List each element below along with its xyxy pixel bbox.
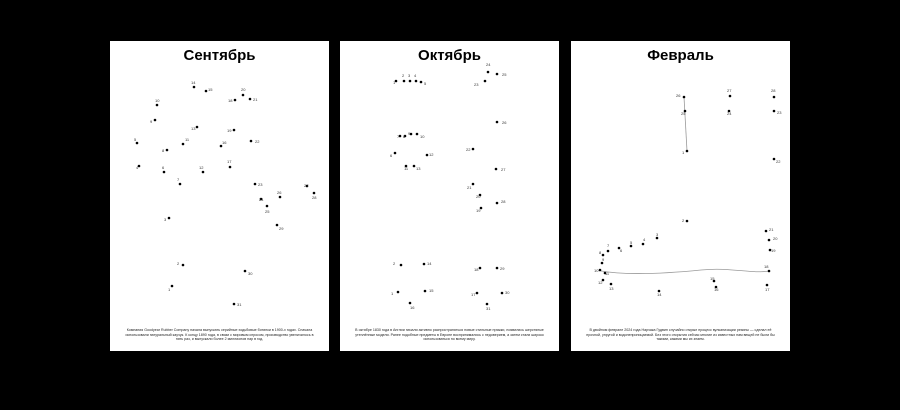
dot-number-label: 14 xyxy=(191,80,196,85)
dot-number-label: 26 xyxy=(676,93,681,98)
puzzle-dot xyxy=(193,86,196,89)
dot-number-label: 6 xyxy=(620,248,623,253)
dot-number-label: 29 xyxy=(279,226,284,231)
dot-number-label: 31 xyxy=(486,306,491,311)
page-caption: Компания Goodyear Rubber Company начала выпускать серийные ходьбовые ботинки в 1900-х годах. Сначала использовали натуральный каучук. К концу 1890 года, в связи с мировым спросом, производство увеличилось в пять раз, и выпускали более 2 миллионов пар в год. xyxy=(125,328,314,342)
puzzle-dot xyxy=(416,133,419,136)
puzzle-dot xyxy=(415,80,418,83)
puzzle-dot xyxy=(496,73,499,76)
puzzle-dot xyxy=(182,143,185,146)
puzzle-dot xyxy=(686,220,689,223)
dot-number-label: 27 xyxy=(727,88,732,93)
dot-number-label: 10 xyxy=(594,268,599,273)
puzzle-dot xyxy=(495,168,498,171)
puzzle-dot xyxy=(601,262,604,265)
dot-number-label: 26 xyxy=(502,120,507,125)
dot-number-label: 21 xyxy=(253,97,258,102)
puzzle-dot xyxy=(179,183,182,186)
puzzle-dot xyxy=(630,245,633,248)
dot-number-label: 13 xyxy=(191,126,196,131)
dot-number-label: 28 xyxy=(312,195,317,200)
puzzle-dot xyxy=(205,90,208,93)
puzzle-dot xyxy=(136,142,139,145)
dot-number-label: 18 xyxy=(764,264,769,269)
page-caption: В двойном феврале 2024 года Нарчака Гудвин случайно открыл процесс вулканизации резины — сделал её прочной, упругой и водонепроницаемой. Без этого открытия сейчас многие из известных нам вещей не были бы такими, какими мы их знаем. xyxy=(586,328,775,342)
puzzle-dot xyxy=(656,237,659,240)
dot-number-label: 2 xyxy=(402,73,405,78)
dot-number-label: 11 xyxy=(185,137,190,142)
puzzle-dot xyxy=(171,285,174,288)
puzzle-dot xyxy=(472,148,475,151)
dot-number-label: 31 xyxy=(237,302,242,307)
dot-number-label: 25 xyxy=(265,209,270,214)
dot-number-label: 16 xyxy=(222,140,227,145)
dot-number-label: 9 xyxy=(602,257,605,262)
puzzle-dot xyxy=(397,291,400,294)
dot-number-label: 7 xyxy=(177,177,180,182)
dot-number-label: 2 xyxy=(393,261,396,266)
dot-number-label: 30 xyxy=(505,290,510,295)
puzzle-dot xyxy=(313,192,316,195)
puzzle-dot xyxy=(254,183,257,186)
dot-number-label: 27 xyxy=(304,183,309,188)
puzzle-dot xyxy=(501,292,504,295)
puzzle-dot xyxy=(476,292,479,295)
dot-number-label: 3 xyxy=(408,73,411,78)
dot-number-label: 30 xyxy=(248,271,253,276)
dot-number-label: 13 xyxy=(609,286,614,291)
dot-number-label: 17 xyxy=(227,159,232,164)
puzzle-dot xyxy=(242,94,245,97)
puzzle-dot xyxy=(196,126,199,129)
dot-number-label: 5 xyxy=(630,240,633,245)
dot-number-label: 17 xyxy=(765,287,770,292)
dot-to-dot-puzzle xyxy=(340,41,559,351)
puzzle-dot xyxy=(234,99,237,102)
dot-number-label: 21 xyxy=(769,227,774,232)
dot-number-label: 13 xyxy=(416,166,421,171)
dot-number-label: 1 xyxy=(168,287,171,292)
dot-number-label: 27 xyxy=(501,167,506,172)
dot-number-label: 24 xyxy=(486,62,491,67)
page-caption: В октябре 1830 года в Англии начали активно распространяться новые стильные пряжки, появились шерстяные утеплённые модели. Ранее подобные предметы в Европе воспринимались с недоверием, а затем стали широко использоваться по всему миру. xyxy=(355,328,544,342)
puzzle-dot xyxy=(394,152,397,155)
dot-number-label: 22 xyxy=(776,159,781,164)
dot-number-label: 28 xyxy=(501,199,506,204)
puzzle-dot xyxy=(472,183,475,186)
dot-number-label: 6 xyxy=(162,165,165,170)
dot-number-label: 9 xyxy=(408,131,411,136)
dot-number-label: 17 xyxy=(471,292,476,297)
puzzle-dot xyxy=(182,264,185,267)
puzzle-dot xyxy=(773,96,776,99)
dot-number-label: 21 xyxy=(467,185,472,190)
puzzle-dot xyxy=(424,290,427,293)
dot-number-label: 16 xyxy=(714,287,719,292)
dot-number-label: 15 xyxy=(429,288,434,293)
puzzle-dot xyxy=(154,119,157,122)
dot-number-label: 23 xyxy=(474,82,479,87)
puzzle-dot xyxy=(496,202,499,205)
dot-number-label: 1 xyxy=(391,291,394,296)
dot-number-label: 4 xyxy=(414,73,417,78)
dot-number-label: 18 xyxy=(474,267,479,272)
page-title: Октябрь xyxy=(418,47,481,64)
page-title: Сентябрь xyxy=(183,47,256,64)
dot-number-label: 24 xyxy=(259,197,264,202)
puzzle-dot xyxy=(249,98,252,101)
puzzle-dot xyxy=(276,224,279,227)
puzzle-dot xyxy=(403,80,406,83)
puzzle-dot xyxy=(768,270,771,273)
puzzle-dot xyxy=(233,129,236,132)
dot-number-label: 2 xyxy=(177,261,180,266)
dot-number-label: 8 xyxy=(599,250,602,255)
puzzle-dot xyxy=(683,96,686,99)
dot-number-label: 9 xyxy=(150,119,153,124)
puzzle-dot xyxy=(423,263,426,266)
dot-number-label: 14 xyxy=(427,261,432,266)
dot-number-label: 1 xyxy=(682,150,685,155)
dot-number-label: 20 xyxy=(241,87,246,92)
dot-number-label: 7 xyxy=(397,134,400,139)
dot-number-label: 11 xyxy=(605,271,610,276)
dot-number-label: 23 xyxy=(258,182,263,187)
dot-number-label: 22 xyxy=(255,139,260,144)
calendar-page-september xyxy=(110,41,329,351)
puzzle-dot xyxy=(244,270,247,273)
puzzle-dot xyxy=(496,267,499,270)
puzzle-dot xyxy=(765,230,768,233)
dot-number-label: 22 xyxy=(466,147,471,152)
dot-number-label: 24 xyxy=(727,111,732,116)
dot-number-label: 12 xyxy=(199,165,204,170)
puzzle-dot xyxy=(202,171,205,174)
dot-number-label: 14 xyxy=(657,292,662,297)
page-title: Февраль xyxy=(647,47,714,64)
dot-number-label: 4 xyxy=(643,237,646,242)
dot-number-label: 20 xyxy=(773,236,778,241)
dot-number-label: 12 xyxy=(429,152,434,157)
puzzle-dot xyxy=(229,166,232,169)
connecting-line xyxy=(601,269,769,273)
dot-to-dot-puzzle xyxy=(571,41,790,351)
puzzle-dot xyxy=(486,303,489,306)
puzzle-dot xyxy=(599,269,602,272)
dot-number-label: 6 xyxy=(390,153,393,158)
dot-number-label: 25 xyxy=(502,72,507,77)
puzzle-dot xyxy=(266,205,269,208)
dot-number-label: 4 xyxy=(136,165,139,170)
connecting-line xyxy=(684,97,687,151)
dot-number-label: 3 xyxy=(656,232,659,237)
dot-number-label: 25 xyxy=(681,111,686,116)
puzzle-dot xyxy=(686,150,689,153)
dot-number-label: 20 xyxy=(476,194,481,199)
puzzle-dot xyxy=(773,110,776,113)
puzzle-dot xyxy=(768,239,771,242)
dot-number-label: 8 xyxy=(403,134,406,139)
puzzle-dot xyxy=(487,71,490,74)
dot-number-label: 7 xyxy=(607,243,610,248)
puzzle-dot xyxy=(484,80,487,83)
puzzle-dot xyxy=(610,283,613,286)
dot-number-label: 29 xyxy=(500,266,505,271)
calendar-page-october xyxy=(340,41,559,351)
dot-number-label: 19 xyxy=(227,128,232,133)
dot-number-label: 18 xyxy=(228,98,233,103)
puzzle-dot xyxy=(163,171,166,174)
dot-number-label: 11 xyxy=(404,166,409,171)
puzzle-dot xyxy=(729,95,732,98)
puzzle-dot xyxy=(409,80,412,83)
dot-number-label: 10 xyxy=(155,98,160,103)
puzzle-dot xyxy=(773,158,776,161)
puzzle-dot xyxy=(479,267,482,270)
puzzle-dot xyxy=(413,165,416,168)
puzzle-dot xyxy=(642,243,645,246)
puzzle-dot xyxy=(607,250,610,253)
puzzle-dot xyxy=(400,264,403,267)
puzzle-dot xyxy=(279,196,282,199)
puzzle-dot xyxy=(250,140,253,143)
puzzle-dot xyxy=(766,284,769,287)
dot-number-label: 5 xyxy=(134,137,137,142)
dot-number-label: 19 xyxy=(476,208,481,213)
dot-number-label: 5 xyxy=(424,81,427,86)
dot-number-label: 15 xyxy=(208,87,213,92)
puzzle-dot xyxy=(166,149,169,152)
puzzle-dot xyxy=(220,145,223,148)
dot-number-label: 12 xyxy=(598,280,603,285)
puzzle-dot xyxy=(156,104,159,107)
dot-number-label: 3 xyxy=(164,217,167,222)
dot-number-label: 19 xyxy=(771,248,776,253)
dot-number-label: 23 xyxy=(777,110,782,115)
dot-number-label: 10 xyxy=(420,134,425,139)
dot-number-label: 26 xyxy=(277,190,282,195)
dot-to-dot-puzzle xyxy=(110,41,329,351)
dot-number-label: 2 xyxy=(682,218,685,223)
puzzle-dot xyxy=(168,217,171,220)
dot-number-label: 16 xyxy=(410,305,415,310)
puzzle-dot xyxy=(233,303,236,306)
dot-number-label: 15 xyxy=(710,276,715,281)
dot-number-label: 28 xyxy=(771,88,776,93)
puzzle-dot xyxy=(420,81,423,84)
puzzle-dot xyxy=(409,302,412,305)
puzzle-dot xyxy=(602,254,605,257)
puzzle-dot xyxy=(426,154,429,157)
dot-number-label: 1 xyxy=(393,80,396,85)
calendar-page-february xyxy=(571,41,790,351)
dot-number-label: 8 xyxy=(162,148,165,153)
puzzle-dot xyxy=(496,121,499,124)
